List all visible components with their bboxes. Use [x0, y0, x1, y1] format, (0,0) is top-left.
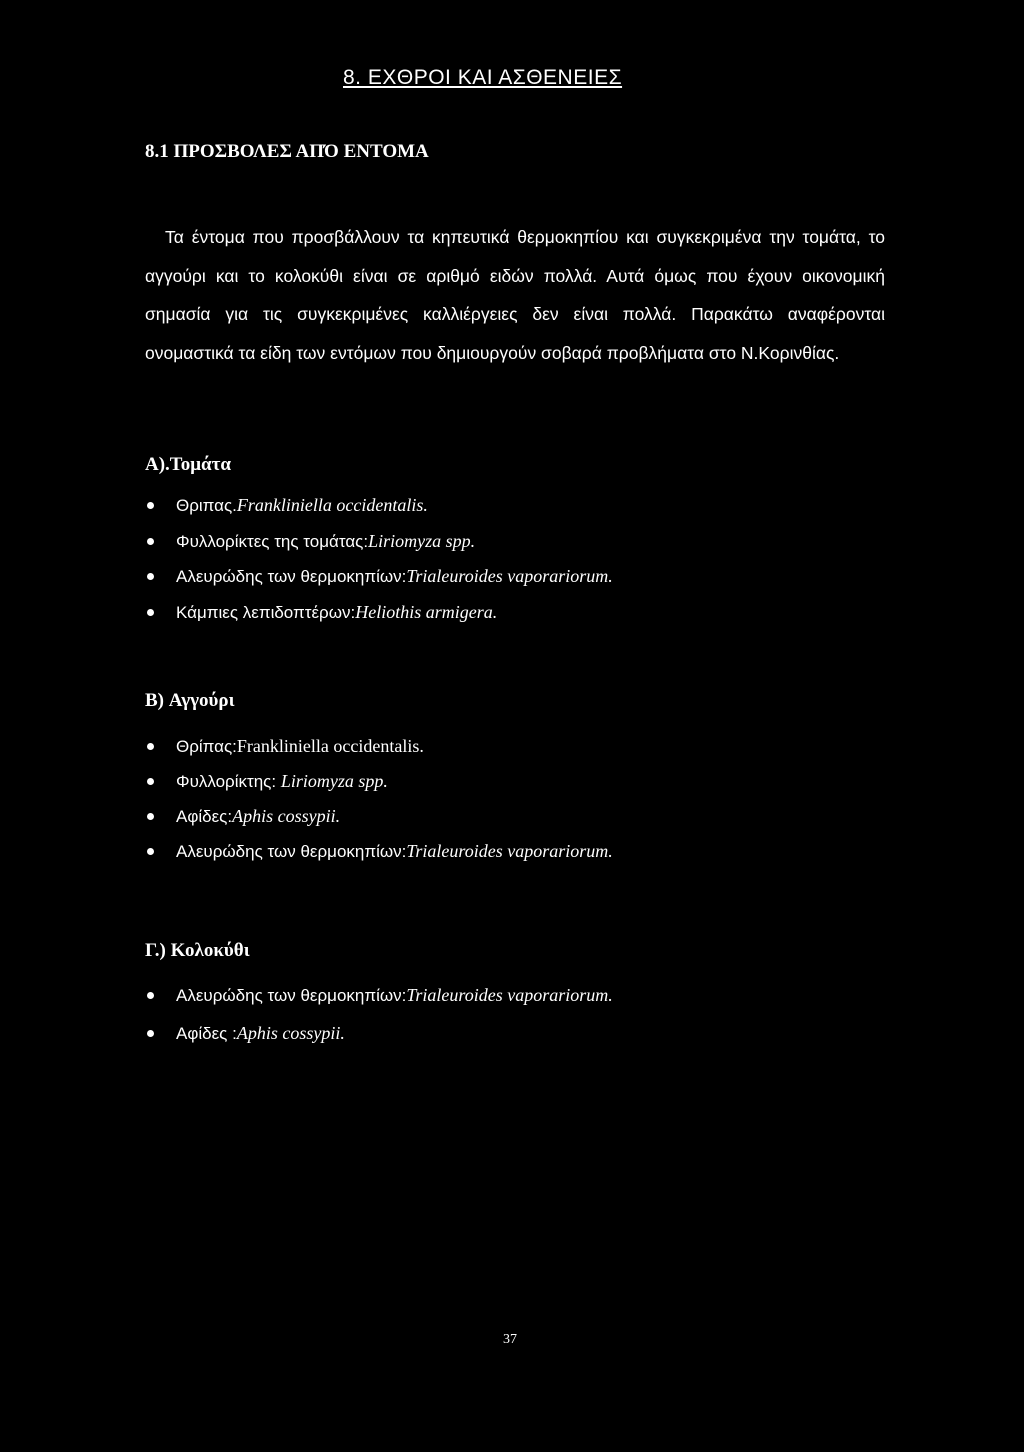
pest-scientific-name: Frankliniella occidentalis.: [236, 736, 424, 756]
pest-scientific-name: Trialeuroides vaporariorum.: [406, 985, 613, 1005]
intro-paragraph: Τα έντομα που προσβάλλουν τα κηπευτικά θερμοκηπίου και συγκεκριμένα την τομάτα, το αγγούρι και το κολοκύθι είναι σε αριθμό ειδών πολλά. Αυτά όμως που έχουν οικονομική σημασία για τις συγκεκριμένες καλλιέργειες δεν είναι πολλά. Παρακάτω αναφέρονται ονομαστικά τα είδη των εντόμων που δημιουργούν σοβαρά προβλήματα στο Ν.Κορινθίας.: [145, 227, 885, 363]
pest-scientific-name: Heliothis armigera.: [355, 601, 498, 622]
list-item: [145, 984, 613, 1022]
pest-scientific-name: Trialeuroides vaporariorum.: [406, 566, 613, 586]
pest-common-name: Θρίπας:: [176, 737, 237, 756]
list-item: [145, 735, 613, 770]
pest-common-name: Αλευρώδης των θερμοκηπίων:: [176, 986, 407, 1005]
pest-common-name: Αφίδες :: [176, 1024, 237, 1043]
pest-common-name: Αλευρώδης των θερμοκηπίων:: [176, 567, 407, 586]
list-item: [145, 494, 613, 530]
pest-scientific-name: Trialeuroides vaporariorum.: [406, 841, 613, 861]
pest-common-name: Φυλλορίκτης:: [176, 772, 281, 791]
pest-common-name: Θριπας.: [176, 496, 237, 515]
list-item: [145, 1022, 613, 1060]
page-number: 37: [503, 1332, 517, 1347]
pest-common-name: Αφίδες:: [176, 807, 233, 826]
pest-list-cucumber: [145, 735, 613, 875]
pest-common-name: Αλευρώδης των θερμοκηπίων:: [176, 842, 407, 861]
section-title: 8.1 ΠΡΟΣΒΟΛΕΣ ΑΠΌ ΕΝΤΟΜΑ: [145, 141, 429, 162]
list-item: [145, 840, 613, 875]
pest-scientific-name: Aphis cossypii.: [232, 806, 341, 826]
chapter-title: 8. ΕΧΘΡΟΙ ΚΑΙ ΑΣΘΕΝΕΙΕΣ: [343, 66, 623, 89]
group-title-zucchini: Γ.) Κολοκύθι: [145, 940, 250, 961]
list-item: [145, 601, 613, 637]
pest-scientific-name: Frankliniella occidentalis.: [236, 495, 428, 515]
pest-scientific-name: Liriomyza spp.: [368, 530, 476, 551]
pest-scientific-name: Liriomyza spp.: [280, 771, 388, 791]
list-item: [145, 530, 613, 566]
list-item: [145, 565, 613, 601]
pest-common-name: Κάμπιες λεπιδοπτέρων:: [176, 602, 356, 622]
group-title-cucumber: B) Αγγούρι: [145, 690, 235, 711]
list-item: [145, 805, 613, 840]
pest-scientific-name: Aphis cossypii.: [236, 1023, 345, 1043]
pest-common-name: Φυλλορίκτες της τομάτας:: [176, 531, 369, 551]
pest-list-zucchini: [145, 984, 613, 1060]
list-item: [145, 770, 613, 805]
pest-list-tomato: [145, 494, 613, 636]
group-title-tomato: Α).Τομάτα: [145, 454, 231, 475]
